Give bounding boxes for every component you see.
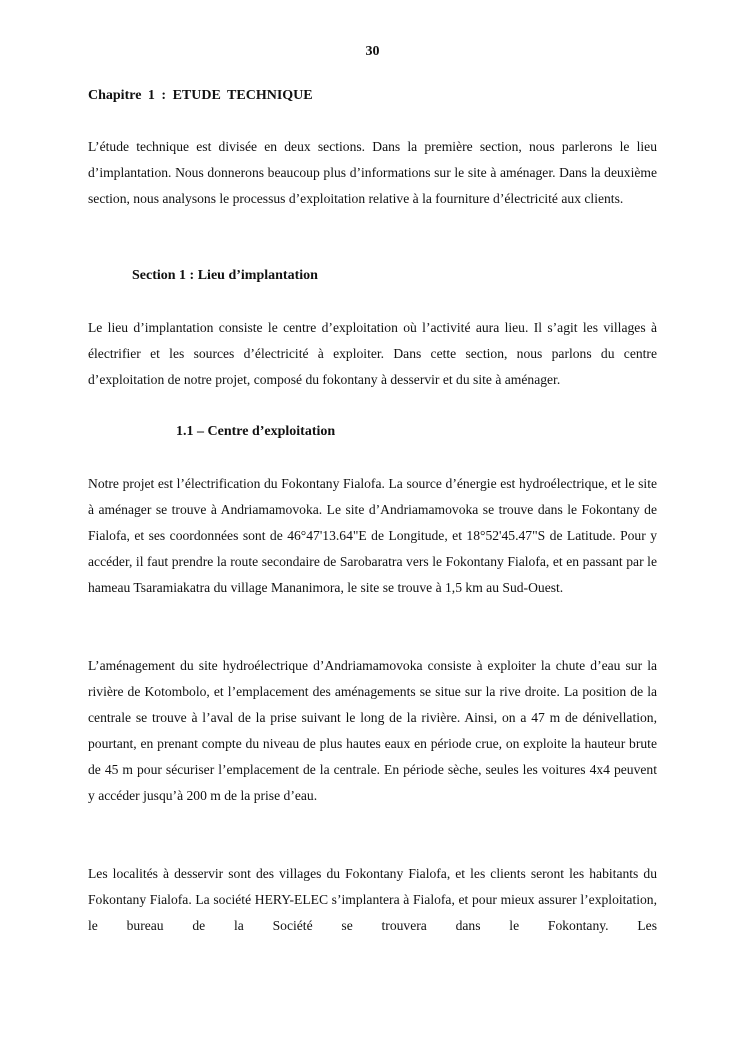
chapter-title: Chapitre 1 : ETUDE TECHNIQUE xyxy=(88,88,313,103)
subsection-paragraph-3: Les localités à desservir sont des villages du Fokontany Fialofa, et les clients seront les habitants du Fokontany Fialofa. La société HERY-ELEC s’implantera à Fialofa, et pour mieux assurer l’exploitation, le bureau de la Société se trouvera dans le Fokontany. Les xyxy=(88,866,657,933)
section-1-title: Section 1 : Lieu d’implantation xyxy=(132,268,318,283)
section-1-paragraph: Le lieu d’implantation consiste le centre d’exploitation où l’activité aura lieu. Il s’agit les villages à électrifier et les sources d’électricité à exploiter. Dans cette section, nous parlons du centre d’exploitation de notre projet, composé du fokontany à desservir et du site à aménager. xyxy=(88,320,657,387)
intro-paragraph: L’étude technique est divisée en deux sections. Dans la première section, nous parlerons le lieu d’implantation. Nous donnerons beaucoup plus d’informations sur le site à aménager. Dans la deuxième section, nous analysons le processus d’exploitation relative à la fourniture d’électricité aux clients. xyxy=(88,139,657,206)
page-number: 30 xyxy=(365,44,380,59)
subsection-1-1-title: 1.1 – Centre d’exploitation xyxy=(176,424,336,439)
subsection-paragraph-2: L’aménagement du site hydroélectrique d’Andriamamovoka consiste à exploiter la chute d’eau sur la rivière de Kotombolo, et l’emplacement des aménagements se situe sur la rive droite. La position de la centrale se trouve à l’aval de la prise suivant le long de la rivière. Ainsi, on a 47 m de dénivellation, pourtant, en prenant compte du niveau de plus hautes eaux en période crue, on exploite la hauteur brute de 45 m pour sécuriser l’emplacement de la centrale. En période sèche, seules les voitures 4x4 peuvent y accéder jusqu’à 200 m de la prise d’eau. xyxy=(88,658,657,803)
subsection-paragraph-1: Notre projet est l’électrification du Fokontany Fialofa. La source d’énergie est hydroélectrique, et le site à aménager se trouve à Andriamamovoka. Le site d’Andriamamovoka se trouve dans le Fokontany de Fialofa, et ses coordonnées sont de 46°47'13.64"E de Longitude, et 18°52'45.47"S de Latitude. Pour y accéder, il faut prendre la route secondaire de Sarobaratra vers le Fokontany Fialofa, et en passant par le hameau Tsaramiakatra du village Mananimora, le site se trouve à 1,5 km au Sud-Ouest. xyxy=(88,476,657,595)
